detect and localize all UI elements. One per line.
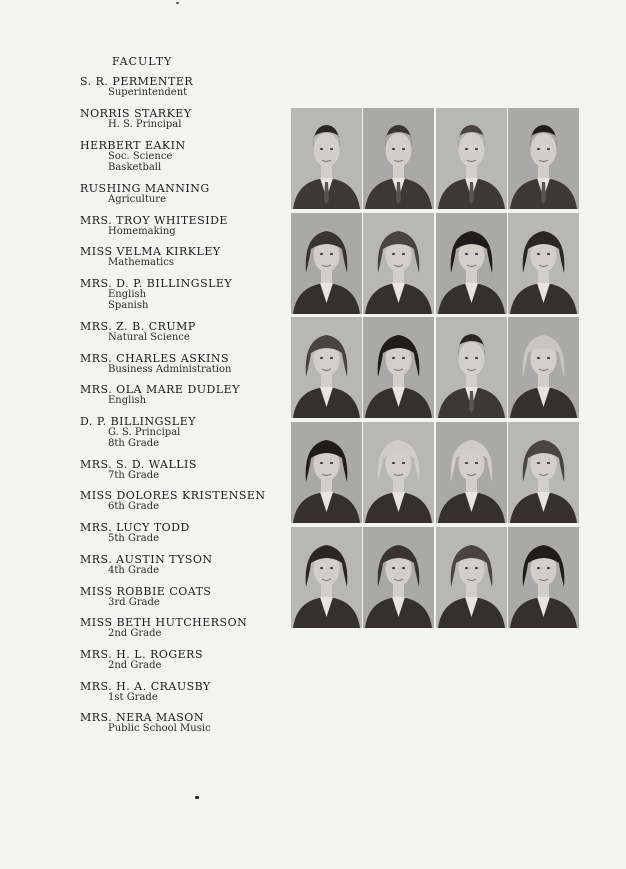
faculty-entry [80, 617, 280, 640]
faculty-role: Superintendent [108, 87, 188, 98]
faculty-entry [80, 490, 280, 513]
faculty-name: MRS. OLA MARE DUDLEY [80, 383, 240, 396]
faculty-role: Business Administration [108, 364, 232, 375]
faculty-entry [80, 76, 280, 99]
faculty-entry [80, 353, 280, 376]
portrait-photo [363, 527, 434, 628]
faculty-entry [80, 108, 280, 131]
faculty-name: MRS. D. P. BILLINGSLEY [80, 277, 233, 290]
faculty-entry [80, 681, 280, 704]
print-speck [195, 796, 199, 799]
faculty-name: MISS DOLORES KRISTENSEN [80, 489, 266, 502]
faculty-name: MRS. H. L. ROGERS [80, 648, 204, 661]
faculty-name: MRS. AUSTIN TYSON [80, 553, 213, 566]
portrait-photo [363, 108, 434, 209]
faculty-role: 8th Grade [108, 437, 160, 449]
faculty-role: Mathematics [108, 257, 174, 268]
faculty-entry [80, 554, 280, 577]
faculty-role: 1st Grade [108, 692, 158, 703]
portrait-photo [508, 317, 579, 418]
faculty-role: 2nd Grade [108, 628, 162, 639]
faculty-entry [80, 215, 280, 238]
faculty-entry [80, 712, 280, 735]
portrait-photo [508, 527, 579, 628]
faculty-name: S. R. PERMENTER [80, 75, 194, 88]
faculty-role: 2nd Grade [108, 660, 162, 671]
portrait-photo [436, 422, 507, 523]
faculty-entry [80, 278, 280, 311]
portrait-photo [291, 422, 362, 523]
faculty-role: Natural Science [108, 332, 190, 343]
portrait-photo [508, 108, 579, 209]
faculty-entry [80, 416, 280, 449]
faculty-role: 3rd Grade [108, 597, 160, 608]
faculty-role: Public School Music [108, 723, 211, 734]
faculty-role: 6th Grade [108, 501, 160, 512]
faculty-name: MISS BETH HUTCHERSON [80, 616, 248, 629]
portrait-photo [291, 108, 362, 209]
portrait-photo [436, 317, 507, 418]
faculty-role: Spanish [108, 299, 149, 311]
portrait-photo [291, 213, 362, 314]
portrait-photo [508, 213, 579, 314]
faculty-photo-grid [291, 108, 578, 628]
portrait-photo [291, 527, 362, 628]
portrait-photo [508, 422, 579, 523]
print-speck [176, 2, 179, 4]
faculty-name: MISS ROBBIE COATS [80, 585, 212, 598]
portrait-photo [436, 527, 507, 628]
faculty-name: MRS. H. A. CRAUSBY [80, 680, 211, 693]
faculty-role: Soc. Science [108, 151, 173, 162]
portrait-photo [363, 422, 434, 523]
faculty-entry [80, 140, 280, 173]
faculty-entry [80, 384, 280, 407]
faculty-role: English [108, 395, 147, 406]
faculty-entry [80, 522, 280, 545]
faculty-name: MRS. TROY WHITESIDE [80, 214, 228, 227]
faculty-role: 4th Grade [108, 565, 160, 576]
portrait-photo [291, 317, 362, 418]
faculty-name: NORRIS STARKEY [80, 107, 192, 120]
faculty-entry [80, 321, 280, 344]
faculty-name: MRS. CHARLES ASKINS [80, 352, 229, 365]
faculty-role: G. S. Principal [108, 427, 181, 438]
faculty-name: RUSHING MANNING [80, 182, 210, 195]
portrait-photo [436, 213, 507, 314]
faculty-name: MISS VELMA KIRKLEY [80, 245, 221, 258]
faculty-role: English [108, 289, 147, 300]
faculty-role: 7th Grade [108, 470, 160, 481]
portrait-photo [363, 317, 434, 418]
portrait-photo [363, 213, 434, 314]
faculty-role: Agriculture [108, 194, 166, 205]
faculty-role: H. S. Principal [108, 119, 182, 130]
faculty-entry [80, 183, 280, 206]
page-heading: FACULTY [112, 55, 173, 68]
faculty-role: 5th Grade [108, 533, 160, 544]
faculty-name: MRS. S. D. WALLIS [80, 458, 197, 471]
faculty-name: HERBERT EAKIN [80, 139, 186, 152]
faculty-name: MRS. NERA MASON [80, 711, 204, 724]
portrait-photo [436, 108, 507, 209]
faculty-name: MRS. Z. B. CRUMP [80, 320, 196, 333]
faculty-role: Basketball [108, 161, 162, 173]
faculty-entry [80, 459, 280, 482]
faculty-name: MRS. LUCY TODD [80, 521, 190, 534]
faculty-entry [80, 246, 280, 269]
faculty-role: Homemaking [108, 226, 176, 237]
faculty-entry [80, 649, 280, 672]
faculty-name: D. P. BILLINGSLEY [80, 415, 197, 428]
faculty-entry [80, 586, 280, 609]
